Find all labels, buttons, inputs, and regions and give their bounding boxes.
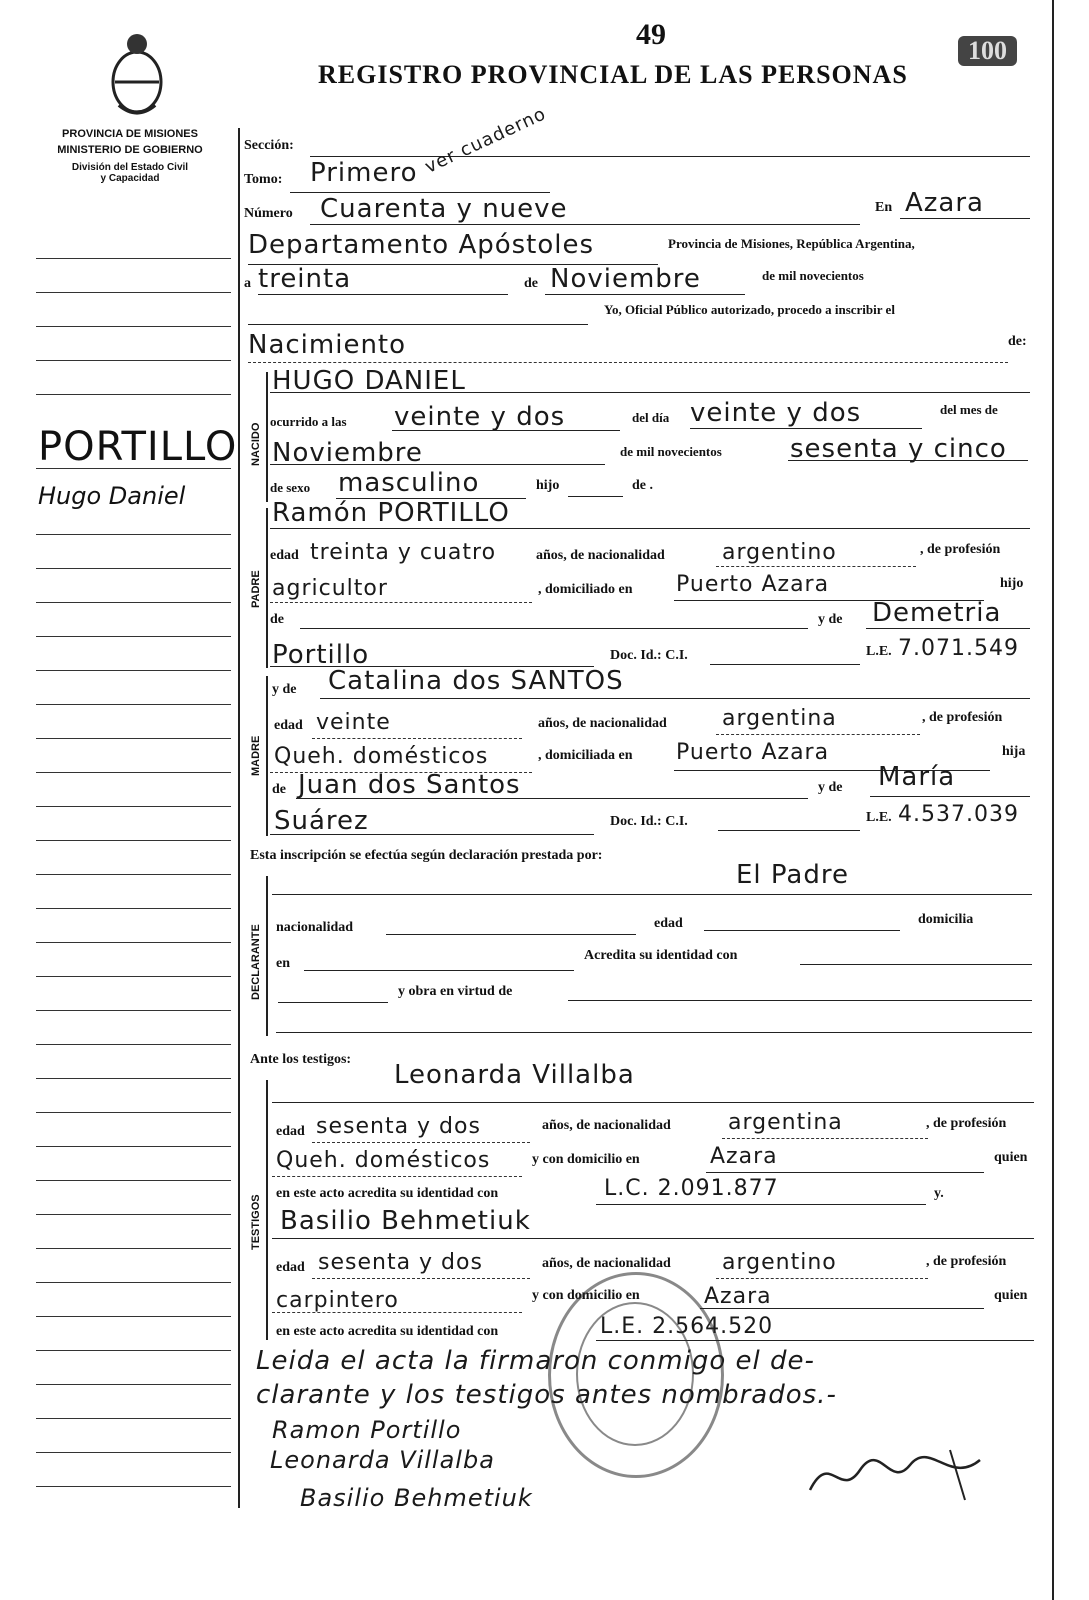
value-nacido-nombre: HUGO DANIEL	[272, 366, 466, 396]
label-edad-padre: edad	[270, 548, 299, 563]
label-del-mes: del mes de	[940, 402, 998, 417]
value-padre-le: 7.071.549	[898, 636, 1019, 661]
side-label-declarante: DECLARANTE	[250, 924, 262, 1000]
value-madre-dom: Puerto Azara	[676, 740, 830, 765]
label-y-de-padre: y de	[818, 612, 843, 627]
label-provincia: Provincia de Misiones, República Argentina,	[668, 236, 915, 251]
label-anos-nac-madre: años, de nacionalidad	[538, 716, 667, 731]
label-sexo: de sexo	[270, 480, 311, 495]
value-t2-nac: argentino	[722, 1250, 837, 1275]
section-declarante	[266, 876, 268, 1036]
label-de-padre: de	[270, 612, 284, 627]
value-t2-edad: sesenta y dos	[318, 1250, 483, 1275]
value-padre-nombre: Ramón PORTILLO	[272, 498, 510, 528]
value-madre-nombre: Catalina dos SANTOS	[328, 666, 624, 696]
registry-number-badge: 100	[958, 36, 1017, 66]
label-edad-decl: edad	[654, 916, 683, 931]
label-a: a	[244, 276, 251, 291]
margin-surname: PORTILLO	[38, 424, 238, 470]
section-testigos	[266, 1080, 268, 1340]
label-quien-t2: quien	[994, 1288, 1028, 1303]
label-de: de	[524, 276, 538, 291]
value-dia: treinta	[258, 264, 352, 294]
value-madre-prof: Queh. domésticos	[274, 744, 489, 769]
label-acredita: Acredita su identidad con	[584, 948, 738, 963]
value-numero: Cuarenta y nueve	[320, 194, 568, 224]
value-hora: veinte y dos	[394, 402, 566, 432]
label-profesion-t2: , de profesión	[926, 1254, 1007, 1269]
page-title: REGISTRO PROVINCIAL DE LAS PERSONAS	[318, 60, 908, 89]
label-oficial: Yo, Oficial Público autorizado, procedo a inscribir el	[604, 302, 895, 317]
value-padre-edad: treinta y cuatro	[310, 540, 497, 565]
issuer-block	[30, 128, 230, 184]
value-madre-edad: veinte	[316, 710, 391, 735]
closing-line-2: clarante y los testigos antes nombrados.-	[256, 1380, 837, 1410]
label-seccion: Sección:	[244, 138, 294, 153]
label-y-de-madre: y de	[272, 682, 297, 697]
margin-given-names: Hugo Daniel	[38, 482, 186, 510]
value-t1-prof: Queh. domésticos	[276, 1148, 491, 1173]
label-doc-madre: Doc. Id.: C.I.	[610, 814, 688, 829]
value-tomo-note: ver cuaderno	[421, 103, 550, 178]
label-edad-t2: edad	[276, 1260, 305, 1275]
value-padre-prof: agricultor	[272, 576, 388, 601]
label-de-colon: de:	[1008, 334, 1027, 349]
label-domiciliada: , domiciliada en	[538, 748, 633, 763]
value-t2-dom: Azara	[704, 1284, 772, 1309]
side-label-testigos: TESTIGOS	[250, 1194, 262, 1250]
official-stamp-inner-icon	[576, 1302, 694, 1446]
signature-testigo-1: Leonarda Villalba	[270, 1446, 495, 1474]
label-tomo: Tomo:	[244, 172, 283, 187]
value-declarante: El Padre	[736, 860, 849, 890]
value-testigo-2: Basilio Behmetiuk	[280, 1206, 531, 1236]
label-en-decl: en	[276, 956, 290, 971]
label-hija: hija	[1002, 744, 1026, 759]
label-domicilia: domicilia	[918, 912, 974, 927]
value-madre-madre: María	[878, 762, 956, 792]
side-label-madre: MADRE	[250, 735, 262, 776]
value-dia-nac: veinte y dos	[690, 398, 862, 428]
label-quien-t1: quien	[994, 1150, 1028, 1165]
value-padre-madre: Demetria	[872, 598, 1002, 628]
value-padre-madre-ap: Portillo	[272, 640, 370, 670]
value-t1-doc: L.C. 2.091.877	[604, 1176, 779, 1201]
label-y-con-dom-t2: y con domicilio en	[532, 1288, 640, 1303]
value-madre-le: 4.537.039	[898, 802, 1019, 827]
label-testigos: Ante los testigos:	[250, 1052, 352, 1067]
value-departamento: Departamento Apóstoles	[248, 230, 595, 260]
label-de-madre: de	[272, 782, 286, 797]
value-sexo: masculino	[338, 468, 480, 498]
label-doc-padre: Doc. Id.: C.I.	[610, 648, 688, 663]
label-del-dia: del día	[632, 410, 670, 425]
section-madre	[266, 676, 268, 836]
value-acto: Nacimiento	[248, 330, 407, 360]
value-tomo: Primero	[310, 158, 418, 188]
label-anos-nac-t1: años, de nacionalidad	[542, 1118, 671, 1133]
value-madre-nac: argentina	[722, 706, 837, 731]
signature-padre: Ramon Portillo	[272, 1416, 462, 1444]
value-testigo-1: Leonarda Villalba	[394, 1060, 635, 1090]
value-t1-dom: Azara	[710, 1144, 778, 1169]
division-name: División del Estado Civil	[71, 162, 189, 173]
value-madre-madre-ap: Suárez	[274, 806, 369, 836]
label-acredita-t1: en este acto acredita su identidad con	[276, 1186, 499, 1201]
value-anio-nac: sesenta y cinco	[790, 434, 1007, 464]
province-name: PROVINCIA DE MISIONES	[62, 128, 198, 140]
label-obra: y obra en virtud de	[398, 984, 513, 999]
label-edad-madre: edad	[274, 718, 303, 733]
label-profesion-t1: , de profesión	[926, 1116, 1007, 1131]
label-hijo: hijo	[536, 478, 560, 493]
value-padre-dom: Puerto Azara	[676, 572, 830, 597]
label-nacionalidad: nacionalidad	[276, 920, 354, 935]
label-anos-nac-padre: años, de nacionalidad	[536, 548, 665, 563]
signature-oficial	[800, 1430, 1000, 1510]
section-nacido	[266, 372, 268, 502]
division-name-2: y Capacidad	[100, 173, 160, 184]
label-en: En	[875, 200, 893, 215]
value-t2-doc: L.E. 2.564.520	[600, 1314, 774, 1339]
value-t1-edad: sesenta y dos	[316, 1114, 481, 1139]
page-number: 49	[636, 18, 666, 51]
value-mes-nac: Noviembre	[272, 438, 423, 468]
label-profesion-madre: , de profesión	[922, 710, 1003, 725]
value-madre-padre: Juan dos Santos	[298, 770, 521, 800]
value-t1-nac: argentina	[728, 1110, 843, 1135]
label-y-con-dom-t1: y con domicilio en	[532, 1152, 640, 1167]
label-le-madre: L.E.	[866, 810, 892, 825]
value-padre-nac: argentino	[722, 540, 837, 565]
label-acredita-t2: en este acto acredita su identidad con	[276, 1324, 499, 1339]
label-de-mil-2: de mil novecientos	[620, 444, 722, 459]
label-domiciliado: , domiciliado en	[538, 582, 633, 597]
label-profesion-padre: , de profesión	[920, 542, 1001, 557]
label-de-dot: de .	[632, 478, 653, 493]
coat-of-arms-icon	[105, 30, 169, 120]
margin-divider	[238, 128, 240, 1508]
label-hijo-padre: hijo	[1000, 576, 1024, 591]
value-en: Azara	[905, 188, 984, 218]
right-border	[1052, 0, 1054, 1600]
section-padre	[266, 508, 268, 668]
side-label-padre: PADRE	[250, 570, 262, 608]
label-y-de-madre-2: y de	[818, 780, 843, 795]
ministry-name: MINISTERIO DE GOBIERNO	[57, 144, 203, 156]
value-t2-prof: carpintero	[276, 1288, 399, 1313]
label-edad-t1: edad	[276, 1124, 305, 1139]
label-inscripcion: Esta inscripción se efectúa según declaración prestada por:	[250, 848, 603, 863]
value-mes: Noviembre	[550, 264, 701, 294]
label-de-mil: de mil novecientos	[762, 268, 864, 283]
signature-testigo-2: Basilio Behmetiuk	[300, 1484, 533, 1512]
label-anos-nac-t2: años, de nacionalidad	[542, 1256, 671, 1271]
label-y-t1: y.	[934, 1186, 944, 1201]
label-le-padre: L.E.	[866, 644, 892, 659]
label-numero: Número	[244, 206, 293, 221]
label-ocurrido: ocurrido a las	[270, 414, 347, 429]
closing-line-1: Leida el acta la firmaron conmigo el de-	[256, 1346, 815, 1376]
side-label-nacido: NACIDO	[250, 422, 262, 466]
